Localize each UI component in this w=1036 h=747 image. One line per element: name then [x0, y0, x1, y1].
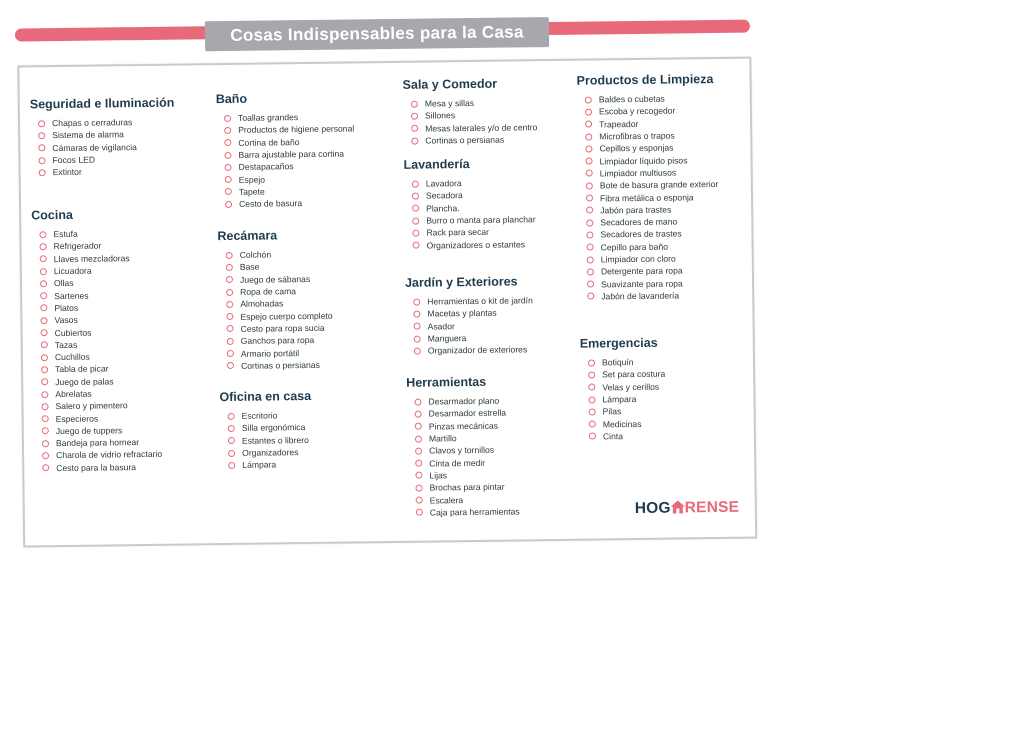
checklist-item-label: Sartenes — [54, 290, 89, 301]
checklist-item-label: Ganchos para ropa — [240, 335, 315, 347]
checkbox-circle-icon — [41, 391, 48, 398]
checklist — [30, 116, 175, 179]
checkbox-circle-icon — [585, 108, 592, 115]
checklist-item-label: Detergente para ropa — [600, 265, 683, 277]
checklist-item — [227, 358, 333, 372]
checklist-item-label: Lijas — [429, 470, 448, 481]
checkbox-circle-icon — [42, 452, 49, 459]
checklist-item-label: Almohadas — [240, 298, 284, 310]
checkbox-circle-icon — [415, 460, 422, 467]
checklist-item-label: Licuadora — [53, 265, 92, 277]
checklist-item-label: Organizadores — [242, 447, 299, 458]
checklist-item-label: Ropa de cama — [240, 286, 297, 297]
checklist-item-label: Espejo cuerpo completo — [240, 310, 333, 322]
checklist-item-label: Herramientas o kit de jardín — [427, 295, 533, 307]
checkbox-circle-icon — [42, 440, 49, 447]
checkbox-circle-icon — [224, 127, 231, 134]
section-recamara — [217, 228, 333, 372]
checkbox-circle-icon — [416, 497, 423, 504]
checkbox-circle-icon — [227, 325, 234, 332]
checkbox-circle-icon — [589, 433, 596, 440]
checklist-item-label: Bandeja para hornear — [55, 437, 140, 449]
checklist-item-label: Juego de palas — [55, 376, 114, 387]
checklist-item-label: Trapeador — [599, 118, 639, 130]
checklist-item — [228, 434, 312, 447]
checklist-item-label: Productos de higiene personal — [238, 123, 355, 136]
checklist-item-label: Destapacaños — [238, 161, 294, 173]
checklist-item-label: Clavos y tornillos — [429, 445, 495, 456]
checklist-item-label: Juego de tuppers — [55, 425, 123, 436]
checklist-item-label: Salero y pimentero — [55, 400, 128, 412]
checkbox-circle-icon — [40, 317, 47, 324]
section-title: Oficina en casa — [219, 388, 312, 405]
section-title: Lavandería — [403, 157, 470, 172]
checklist-item-label: Set para costura — [602, 369, 666, 380]
checkbox-circle-icon — [411, 125, 418, 132]
section-oficina — [219, 389, 312, 472]
checklist-item-label: Espejo — [238, 174, 266, 185]
checkbox-circle-icon — [42, 428, 49, 435]
checklist-item — [588, 380, 665, 393]
checklist-item-label: Cinta — [602, 431, 624, 442]
checklist-item-label: Fibra metálica o esponja — [599, 191, 694, 203]
title-tab — [205, 17, 549, 51]
checklist-item — [411, 133, 537, 147]
checklist-item-label: Sillones — [424, 110, 456, 121]
checkbox-circle-icon — [227, 338, 234, 345]
checkbox-circle-icon — [228, 462, 235, 469]
checklist-item-label: Cesto para ropa sucia — [240, 322, 325, 334]
section-title: Emergencias — [579, 335, 658, 351]
checklist-item-label: Secadores de trastes — [600, 228, 682, 240]
checkbox-circle-icon — [225, 188, 232, 195]
checklist-item-label: Tabla de picar — [55, 363, 109, 375]
section-lavanderia — [404, 156, 537, 251]
checkbox-circle-icon — [228, 449, 235, 456]
checklist-item-label: Organizador de exteriores — [427, 344, 528, 356]
checklist-item-label: Platos — [54, 302, 79, 314]
checkbox-circle-icon — [414, 335, 421, 342]
checkbox-circle-icon — [585, 133, 592, 140]
checklist-item-label: Jabón de lavandería — [601, 290, 680, 302]
checklist — [220, 409, 312, 472]
checkbox-circle-icon — [227, 350, 234, 357]
checklist-item — [228, 421, 312, 434]
checkbox-circle-icon — [586, 182, 593, 189]
checkbox-circle-icon — [41, 378, 48, 385]
checklist-item-label: Velas y cerillos — [602, 381, 660, 393]
checklist-item-label: Cinta de medir — [429, 457, 486, 469]
checkbox-circle-icon — [586, 195, 593, 202]
checklist-item-label: Escritorio — [241, 410, 278, 421]
checkbox-circle-icon — [224, 115, 231, 122]
checklist-item-label: Cepillo para baño — [600, 241, 669, 253]
checklist-item-label: Toallas grandes — [237, 112, 299, 123]
checklist-item-label: Focos LED — [52, 154, 96, 166]
checkbox-circle-icon — [41, 366, 48, 373]
checkbox-circle-icon — [41, 341, 48, 348]
checklist-item-label: Secadores de mano — [600, 216, 678, 228]
checkbox-circle-icon — [588, 371, 595, 378]
checkbox-circle-icon — [228, 413, 235, 420]
checkbox-circle-icon — [415, 435, 422, 442]
checkbox-circle-icon — [226, 301, 233, 308]
checklist-item — [588, 356, 665, 369]
checklist-item-label: Brochas para pintar — [429, 481, 505, 493]
checklist-item-label: Cubiertos — [54, 327, 92, 338]
checklist — [404, 176, 536, 251]
checklist-item — [225, 196, 355, 210]
section-cocina — [31, 207, 162, 474]
checkbox-circle-icon — [587, 281, 594, 288]
checklist-item-label: Organizadores o estantes — [426, 238, 526, 251]
checkbox-circle-icon — [587, 293, 594, 300]
checklist-item-label: Vasos — [54, 315, 78, 326]
checkbox-circle-icon — [586, 207, 593, 214]
checkbox-circle-icon — [588, 359, 595, 366]
checkbox-circle-icon — [42, 415, 49, 422]
page-title: Cosas Indispensables para la Casa — [230, 22, 524, 45]
checkbox-circle-icon — [41, 329, 48, 336]
checklist — [406, 394, 519, 518]
checkbox-circle-icon — [413, 242, 420, 249]
checklist-item-label: Lámpara — [242, 459, 277, 471]
checklist-item-label: Macetas y plantas — [427, 308, 497, 319]
checkbox-circle-icon — [413, 298, 420, 305]
checklist-item-label: Pilas — [602, 406, 622, 417]
checklist-item-label: Cesto para la basura — [56, 461, 137, 473]
checkbox-circle-icon — [40, 243, 47, 250]
checkbox-circle-icon — [413, 311, 420, 318]
checklist-card — [17, 57, 757, 548]
checkbox-circle-icon — [415, 423, 422, 430]
checkbox-circle-icon — [415, 411, 422, 418]
checkbox-circle-icon — [586, 231, 593, 238]
checkbox-circle-icon — [412, 180, 419, 187]
section-jardin — [405, 274, 534, 357]
checkbox-circle-icon — [586, 219, 593, 226]
checklist-item — [589, 429, 666, 442]
checkbox-circle-icon — [412, 229, 419, 236]
checklist-item-label: Mesa y sillas — [424, 98, 475, 109]
brand-logo — [635, 499, 740, 518]
checkbox-circle-icon — [226, 252, 233, 259]
checkbox-circle-icon — [586, 158, 593, 165]
checklist — [31, 227, 162, 474]
checklist-item-label: Cuchillos — [54, 351, 90, 363]
checkbox-circle-icon — [224, 151, 231, 158]
checkbox-circle-icon — [411, 100, 418, 107]
checklist-item-label: Cortinas o persianas — [425, 134, 505, 146]
checklist — [405, 294, 533, 357]
checklist-item-label: Suavizante para ropa — [601, 278, 683, 290]
checklist-item — [228, 446, 312, 459]
checklist-item-label: Estantes o librero — [241, 434, 309, 446]
checkbox-circle-icon — [226, 276, 233, 283]
checkbox-circle-icon — [40, 292, 47, 299]
checklist-item-label: Desarmador estrella — [428, 408, 507, 419]
checklist-item-label: Limpiador con cloro — [600, 253, 676, 265]
checkbox-circle-icon — [587, 256, 594, 263]
checklist-item-label: Ollas — [53, 278, 74, 289]
checklist-item-label: Caja para herramientas — [429, 506, 520, 518]
checkbox-circle-icon — [40, 280, 47, 287]
checkbox-circle-icon — [589, 421, 596, 428]
checkbox-circle-icon — [40, 305, 47, 312]
section-sala — [403, 76, 538, 147]
checklist-item — [416, 505, 520, 519]
checkbox-circle-icon — [411, 113, 418, 120]
checkbox-circle-icon — [589, 408, 596, 415]
checklist-item-label: Pinzas mecánicas — [428, 420, 499, 432]
checkbox-circle-icon — [40, 268, 47, 275]
house-icon — [671, 500, 685, 513]
checklist-item — [588, 393, 665, 406]
checkbox-circle-icon — [41, 403, 48, 410]
checklist-item — [39, 165, 176, 179]
checklist-item-label: Tazas — [54, 339, 78, 350]
checklist-item-label: Sistema de alarma — [52, 129, 124, 141]
checklist-item — [587, 289, 720, 303]
checklist-item-label: Extintor — [52, 167, 82, 178]
checklist-item-label: Colchón — [239, 249, 272, 260]
checklist-item — [413, 238, 537, 252]
checkbox-circle-icon — [585, 96, 592, 103]
checkbox-circle-icon — [585, 145, 592, 152]
checkbox-circle-icon — [38, 132, 45, 139]
section-herramientas — [406, 374, 520, 518]
checkbox-circle-icon — [38, 144, 45, 151]
checkbox-circle-icon — [39, 169, 46, 176]
checklist-item-label: Juego de sábanas — [239, 273, 311, 285]
checkbox-circle-icon — [40, 255, 47, 262]
checklist-item-label: Manguera — [427, 333, 467, 344]
checkbox-circle-icon — [415, 484, 422, 491]
checkbox-circle-icon — [39, 231, 46, 238]
checklist-item-label: Limpiador líquido pisos — [599, 154, 688, 167]
checklist-item-label: Lámpara — [602, 394, 637, 405]
checklist-item-label: Asador — [427, 320, 455, 332]
checklist-item-label: Limpiador multiusos — [599, 167, 677, 179]
checkbox-circle-icon — [585, 121, 592, 128]
checkbox-circle-icon — [587, 244, 594, 251]
section-emergencias — [580, 336, 666, 443]
checklist-item-label: Secadora — [425, 190, 463, 201]
checklist-item-label: Martillo — [428, 433, 457, 444]
section-title: Baño — [215, 91, 248, 107]
checklist-item-label: Abrelatas — [55, 388, 92, 400]
checklist — [403, 96, 538, 147]
checkbox-circle-icon — [411, 137, 418, 144]
checklist — [218, 248, 334, 372]
checklist-item-label: Botiquín — [601, 357, 634, 368]
checklist-item-label: Desarmador plano — [428, 395, 500, 407]
checkbox-circle-icon — [228, 425, 235, 432]
checklist-item-label: Lavadora — [425, 178, 462, 189]
checklist-item-label: Plancha. — [426, 202, 460, 214]
checklist-item-label: Llaves mezcladoras — [53, 252, 130, 264]
checkbox-circle-icon — [227, 362, 234, 369]
checkbox-circle-icon — [38, 157, 45, 164]
checklist-item — [228, 458, 312, 471]
checkbox-circle-icon — [414, 398, 421, 405]
section-title: Sala y Comedor — [402, 76, 498, 92]
checklist-item-label: Cepillos y esponjas — [599, 142, 674, 154]
checklist-item-label: Escalera — [429, 494, 464, 506]
checklist-item-label: Mesas laterales y/o de centro — [425, 121, 538, 134]
checklist-item — [588, 368, 665, 381]
checklist-item-label: Jabón para trastes — [600, 204, 672, 216]
checklist-item-label: Especieros — [55, 413, 99, 424]
checkbox-circle-icon — [415, 447, 422, 454]
checklist-item — [42, 460, 162, 474]
checklist-item-label: Rack para secar — [426, 227, 490, 238]
checkbox-circle-icon — [225, 176, 232, 183]
checkbox-circle-icon — [225, 201, 232, 208]
checkbox-circle-icon — [414, 347, 421, 354]
section-bano — [216, 90, 356, 210]
section-title: Productos de Limpieza — [576, 72, 714, 88]
checkbox-circle-icon — [226, 288, 233, 295]
checkbox-circle-icon — [586, 170, 593, 177]
checklist-item-label: Cortina de baño — [238, 136, 300, 148]
checkbox-circle-icon — [38, 120, 45, 127]
checklist-item-label: Armario portátil — [240, 347, 300, 359]
checklist-item-label: Silla ergonómica — [241, 422, 306, 434]
checklist — [580, 356, 666, 443]
checkbox-circle-icon — [228, 437, 235, 444]
checklist-item — [228, 409, 312, 422]
checkbox-circle-icon — [412, 205, 419, 212]
checkbox-circle-icon — [414, 323, 421, 330]
checklist-item — [589, 417, 666, 430]
section-title: Recámara — [217, 228, 278, 244]
checklist-item-label: Estufa — [53, 228, 78, 240]
checklist-item-label: Escoba y recogedor — [598, 105, 676, 117]
section-title: Cocina — [31, 207, 73, 223]
checklist-item-label: Medicinas — [602, 418, 642, 430]
checklist-item-label: Barra ajustable para cortina — [238, 148, 345, 160]
checklist-item-label: Tapete — [238, 186, 265, 197]
checklist-item-label: Chapas o cerraduras — [51, 117, 133, 129]
checklist-item-label: Baldes o cubetas — [598, 93, 665, 105]
checkbox-circle-icon — [41, 354, 48, 361]
checklist-item-label: Cortinas o persianas — [240, 359, 320, 371]
checklist-item-label: Cámaras de vigilancia — [52, 141, 137, 153]
section-seguridad — [30, 96, 175, 179]
checklist-item-label: Cesto de basura — [238, 198, 303, 210]
checkbox-circle-icon — [42, 464, 49, 471]
checkbox-circle-icon — [226, 313, 233, 320]
checkbox-circle-icon — [225, 164, 232, 171]
checklist — [577, 92, 720, 303]
checklist-item-label: Charola de vidrio refractario — [56, 449, 163, 461]
checkbox-circle-icon — [224, 139, 231, 146]
checkbox-circle-icon — [588, 396, 595, 403]
checklist-item — [414, 343, 534, 357]
brand-part-2: RENSE — [684, 498, 740, 517]
checkbox-circle-icon — [415, 472, 422, 479]
brand-part-1: HOG — [634, 499, 671, 518]
checkbox-circle-icon — [412, 217, 419, 224]
checklist-item-label: Base — [239, 262, 260, 273]
checkbox-circle-icon — [412, 193, 419, 200]
checklist-item-label: Bote de basura grande exterior — [599, 179, 719, 191]
section-title: Herramientas — [406, 374, 487, 390]
checklist-item — [589, 405, 666, 418]
checklist — [216, 110, 355, 210]
checklist-item-label: Refrigerador — [53, 240, 102, 252]
checkbox-circle-icon — [588, 384, 595, 391]
section-title: Seguridad e Iluminación — [29, 95, 175, 112]
checklist-item-label: Burro o manta para planchar — [426, 214, 536, 226]
checkbox-circle-icon — [416, 509, 423, 516]
checklist-item-label: Microfibras o trapos — [599, 130, 675, 142]
section-limpieza — [576, 72, 719, 303]
checkbox-circle-icon — [587, 268, 594, 275]
section-title: Jardín y Exteriores — [404, 274, 518, 290]
checkbox-circle-icon — [226, 264, 233, 271]
